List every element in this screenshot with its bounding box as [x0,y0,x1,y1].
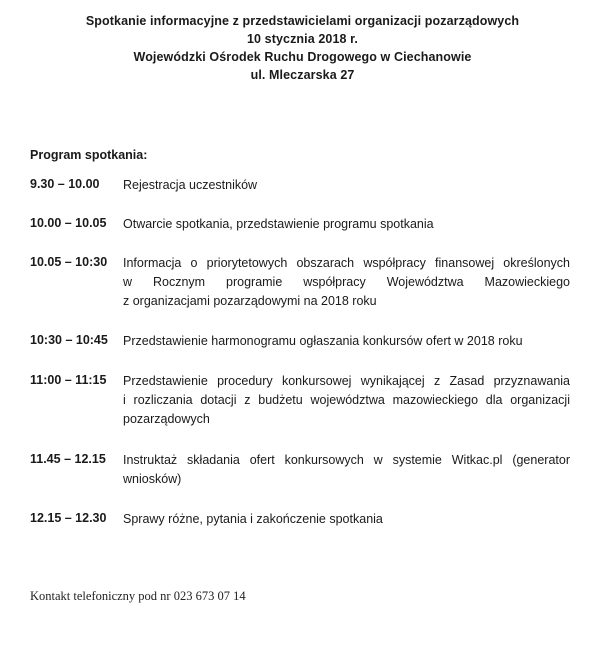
schedule-time: 9.30 – 10.00 [30,177,100,191]
header-title: Spotkanie informacyjne z przedstawicielami organizacji pozarządowych [85,14,520,28]
schedule-item [30,372,570,429]
schedule-description-line: Przedstawienie harmonogramu ogłaszania konkursów ofert w 2018 roku [123,334,523,348]
schedule-description [123,332,570,351]
schedule-description-line: w Rocznym programie współpracy Województwa Mazowieckiego [123,275,570,289]
schedule-item [30,254,570,311]
schedule-description-line: pozarządowych [123,412,210,426]
schedule-description-line: Otwarcie spotkania, przedstawienie programu spotkania [123,217,434,231]
schedule-description-line: Informacja o priorytetowych obszarach współpracy finansowej określonych [123,256,570,270]
document-header [0,12,605,84]
schedule-description [123,254,570,311]
schedule-description [123,451,570,489]
schedule-description-line: Rejestracja uczestników [123,178,258,192]
schedule-description-line: Sprawy różne, pytania i zakończenie spotkania [123,512,383,526]
schedule-description-line: Przedstawienie procedury konkursowej wynikającej z Zasad przyznawania [123,374,570,388]
header-venue: Wojewódzki Ośrodek Ruchu Drogowego w Ciechanowie [133,50,472,64]
schedule-description [123,176,570,195]
schedule-time: 12.15 – 12.30 [30,511,107,525]
schedule-time: 11:00 – 11:15 [30,373,107,387]
program-label: Program spotkania: [30,148,148,162]
schedule-item [30,176,570,195]
schedule-time: 10.05 – 10:30 [30,255,108,269]
schedule-description [123,215,570,234]
header-date: 10 stycznia 2018 r. [246,32,358,46]
schedule-time: 10.00 – 10.05 [30,216,107,230]
schedule-list [30,176,570,529]
schedule-description [123,372,570,429]
schedule-description-line: z organizacjami pozarządowymi na 2018 roku [123,294,377,308]
schedule-item [30,510,570,529]
contact-info: Kontakt telefoniczny pod nr 023 673 07 14 [30,589,246,603]
schedule-time: 11.45 – 12.15 [30,452,106,466]
schedule-description [123,510,570,529]
schedule-description-line: wniosków) [123,472,182,486]
schedule-item [30,451,570,489]
schedule-item [30,215,570,234]
schedule-description-line: i rozliczania dotacji z budżetu województwa mazowieckiego dla organizacji [123,393,570,407]
schedule-description-line: Instruktaż składania ofert konkursowych w systemie Witkac.pl (generator [123,453,570,467]
header-address: ul. Mleczarska 27 [250,68,355,82]
schedule-item [30,332,570,351]
schedule-time: 10:30 – 10:45 [30,333,108,347]
